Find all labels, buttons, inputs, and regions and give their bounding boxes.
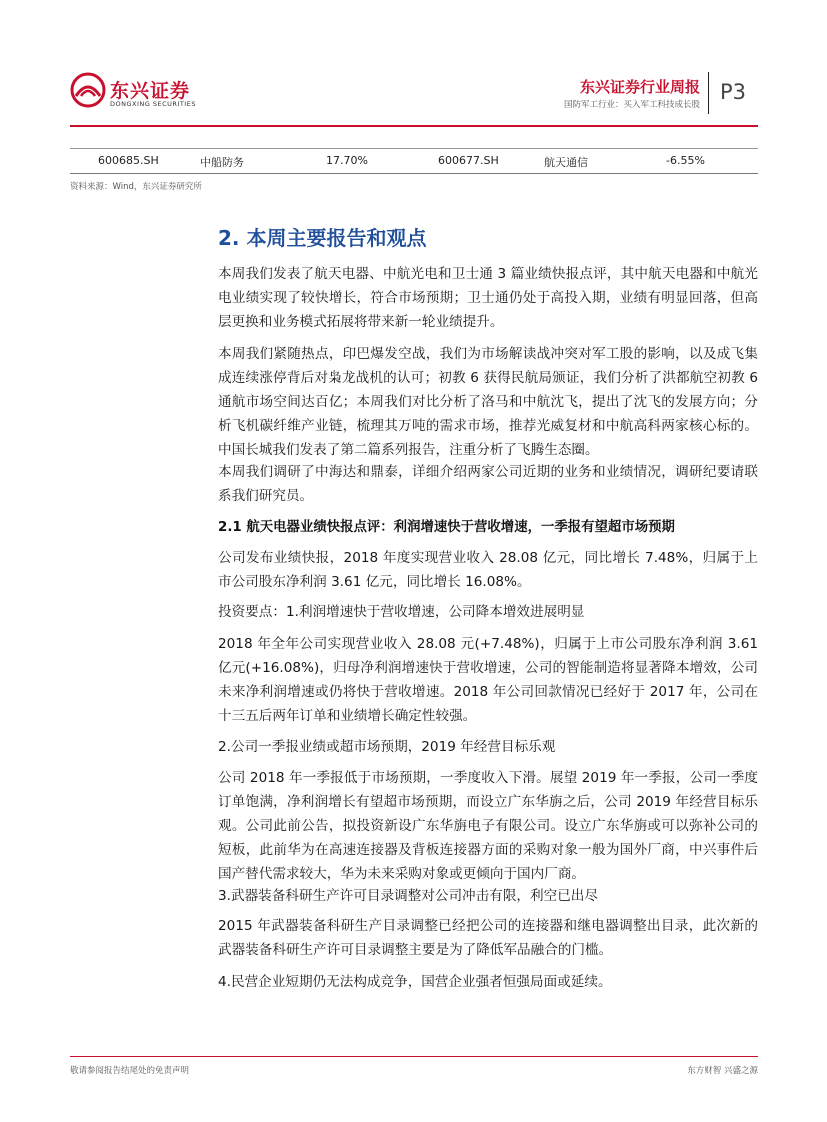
- point-heading-2: 2.公司一季报业绩或超市场预期，2019 年经营目标乐观: [218, 739, 556, 755]
- point-heading-3: 3.武器装备科研生产许可目录调整对公司冲击有限，利空已出尽: [218, 888, 598, 904]
- subsection-paragraph-2: 2018 年全年公司实现营业收入 28.08 元(+7.48%)，归属于上市公司股东净利润 3.61 亿元(+16.08%)，归母净利润增速快于营收增速，公司的智能制造将显著降本增效，公司未来净利润增速或仍将快于营收增速。2018 年公司回款情况已经好于 2017 年，公司在十三五后两年订单和业绩增长确定性较强。: [218, 636, 758, 724]
- subsection-paragraph-1: 公司发布业绩快报，2018 年度实现营业收入 28.08 亿元，同比增长 7.48%，归属于上市公司股东净利润 3.61 亿元，同比增长 16.08%。: [218, 550, 758, 590]
- table-bottom-rule: [70, 173, 758, 174]
- section-paragraph-2: 本周我们紧随热点，印巴爆发空战，我们为市场解读战冲突对军工股的影响，以及成飞集成连续涨停背后对枭龙战机的认可；初教 6 获得民航局颁证，我们分析了洪都航空初教 6 通航市场空间达百亿；本周我们对比分析了洛马和中航沈飞，提出了沈飞的发展方向；分析飞机碳纤维产业链，梳理其万吨的需求市场，推荐光威复材和中航高科两家核心标的。中国长城我们发表了第二篇系列报告，注重分析了飞腾生态圈。: [218, 346, 758, 458]
- stock-change-2: -6.55%: [666, 154, 705, 167]
- subsection-paragraph-4: 2015 年武器装备科研生产目录调整已经把公司的连接器和继电器调整出目录，此次新的武器装备科研生产许可目录调整主要是为了降低军品融合的门槛。: [218, 918, 758, 958]
- page-number: P3: [720, 80, 747, 104]
- header-divider: [708, 72, 709, 114]
- point-heading-4: 4.民营企业短期仍无法构成竞争，国营企业强者恒强局面或延续。: [218, 974, 612, 990]
- point-heading-1: 投资要点：1.利润增速快于营收增速，公司降本增效进展明显: [218, 604, 585, 620]
- logo-text-cn: 东兴证券: [110, 80, 191, 102]
- section-paragraph-3: 本周我们调研了中海达和鼎泰，详细介绍两家公司近期的业务和业绩情况，调研纪要请联系我们研究员。: [218, 464, 758, 504]
- footer-slogan: 东方财智 兴盛之源: [687, 1066, 758, 1076]
- report-title: 东兴证券行业周报: [579, 78, 700, 96]
- section-paragraph-1: 本周我们发表了航天电器、中航光电和卫士通 3 篇业绩快报点评，其中航天电器和中航光电业绩实现了较快增长，符合市场预期；卫士通仍处于高投入期，业绩有明显回落，但高层更换和业务模式拓展将带来新一轮业绩提升。: [218, 266, 758, 330]
- data-source-note: 资料来源：Wind，东兴证券研究所: [70, 182, 202, 192]
- table-row: [70, 150, 758, 172]
- table-top-rule: [70, 148, 758, 149]
- disclaimer-note: 敬请参阅报告结尾处的免责声明: [70, 1066, 190, 1076]
- header-rule: [70, 125, 758, 127]
- stock-code-2: 600677.SH: [438, 154, 499, 167]
- stock-change-1: 17.70%: [326, 154, 368, 167]
- stock-name-2: 航天通信: [544, 156, 588, 169]
- subsection-paragraph-3: 公司 2018 年一季报低于市场预期，一季度收入下滑。展望 2019 年一季报，公司一季度订单饱满，净利润增长有望超市场预期，而设立广东华旃之后，公司 2019 年经营目标乐观。公司此前公告，拟投资新设广东华旃电子有限公司。设立广东华旃或可以弥补公司的短板，此前华为在高速连接器及背板连接器方面的采购对象一般为国外厂商，中兴事件后国产替代需求较大，华为未来采购对象或更倾向于国内厂商。: [218, 770, 758, 882]
- report-subtitle: 国防军工行业：买入军工科技成长股: [563, 100, 700, 110]
- logo-text-en: DONGXING SECURITIES: [110, 100, 196, 108]
- subsection-title: 2.1 航天电器业绩快报点评：利润增速快于营收增速，一季报有望超市场预期: [218, 520, 675, 535]
- section-title: 2. 本周主要报告和观点: [218, 226, 427, 250]
- footer-rule: [70, 1056, 758, 1057]
- dongxing-logo-icon: [70, 72, 106, 108]
- stock-name-1: 中船防务: [200, 156, 244, 169]
- stock-code-1: 600685.SH: [98, 154, 159, 167]
